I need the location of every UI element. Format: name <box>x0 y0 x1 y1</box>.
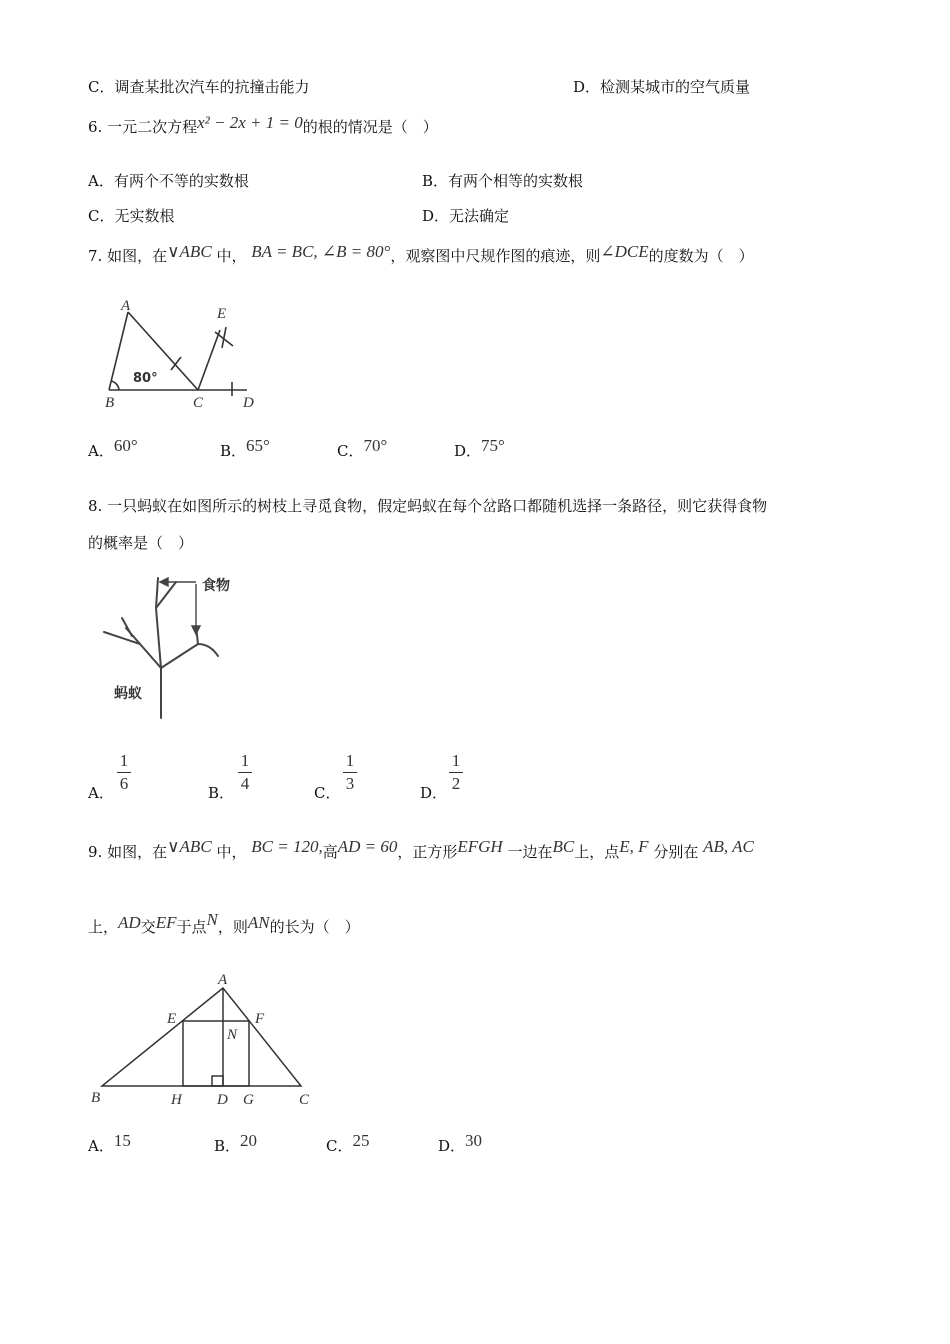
q9-stem-text-k: ，则 <box>217 918 248 936</box>
q7-option-c-label: C． <box>337 442 364 460</box>
q7-option-a-label: A． <box>88 442 114 460</box>
q7-stem-text-c: ，观察图中尺规作图的痕迹，则 <box>390 247 601 265</box>
q7-figure <box>95 290 275 415</box>
q8-branch-right <box>161 644 198 668</box>
q9-label-e: E <box>167 1011 177 1027</box>
q9-number: 9. <box>88 843 103 861</box>
q9-option-c-label: C． <box>326 1137 353 1155</box>
q7-label-a: A <box>121 298 131 314</box>
q9-option-d-value: 30 <box>465 1131 483 1150</box>
q9-ad: AD = 60 <box>337 837 398 856</box>
q7-arc-mark-1 <box>171 357 181 370</box>
q7-option-a-value: 60° <box>113 436 138 455</box>
q9-figure <box>85 968 325 1110</box>
q9-triangle-abc <box>102 988 301 1086</box>
q9-option-b-label: B． <box>214 1137 241 1155</box>
q8-option-d-fraction <box>448 752 464 793</box>
q9-stem-text-f: 上，点 <box>574 843 620 861</box>
q9-label-d: D <box>217 1092 228 1108</box>
q9-square: EFGH <box>457 837 503 856</box>
q9-stem-text-l: 的长为（ ） <box>269 918 360 936</box>
q6-number: 6. <box>88 118 103 136</box>
q9-stem-text-c: 高 <box>322 843 338 861</box>
q9-stem-line-2 <box>88 910 360 937</box>
q7-option-d-value: 75° <box>481 436 505 455</box>
q7-stem <box>88 242 754 266</box>
q9-option-c <box>326 1131 370 1156</box>
q9-label-n: N <box>227 1027 238 1043</box>
q9-right-angle <box>212 1076 223 1086</box>
q8-ant-label: 蚂蚁 <box>114 686 142 702</box>
q8-option-c-fraction <box>342 752 358 793</box>
q9-option-c-value: 25 <box>352 1131 370 1150</box>
q9-ad2: AD <box>118 913 141 932</box>
q7-label-c: C <box>193 395 204 411</box>
q8-branch-main <box>156 608 161 668</box>
q8-stem-text-a: 一只蚂蚁在如图所示的树枝上寻觅食物，假定蚂蚁在每个岔路口都随机选择一条路径，则它获得食物 <box>107 497 768 515</box>
q8-option-c-label: C． <box>314 784 341 802</box>
q7-stem-text-d: 的度数为（ ） <box>648 247 754 265</box>
q8-option-a-label: A． <box>88 784 114 802</box>
q7-option-b-value: 65° <box>246 436 270 455</box>
q9-option-a <box>88 1131 131 1156</box>
q7-stem-text-a: 如图，在 <box>107 247 168 265</box>
q7-line-ce <box>198 330 220 390</box>
q8-option-c-num: 1 <box>345 751 355 770</box>
q8-option-d-den: 2 <box>451 774 461 793</box>
q7-triangle: ∨ABC <box>167 242 212 261</box>
q8-option-a-fraction <box>116 752 132 793</box>
q9-triangle: ∨ABC <box>167 837 212 856</box>
q5-option-d: D．检测某城市的空气质量 <box>573 78 751 96</box>
q9-label-g: G <box>243 1092 254 1108</box>
q9-bc2: BC <box>552 837 575 856</box>
q6-stem-text-a: 一元二次方程 <box>107 118 198 136</box>
q9-option-a-value: 15 <box>113 1131 131 1150</box>
q9-label-f: F <box>255 1011 265 1027</box>
q9-an: AN <box>247 913 270 932</box>
q6-option-d: D．无法确定 <box>422 207 510 225</box>
q8-branch-top-left <box>156 578 158 608</box>
q9-option-d <box>438 1131 483 1156</box>
q9-stem-text-a: 如图，在 <box>107 843 168 861</box>
q6-option-c: C．无实数根 <box>88 207 175 225</box>
q8-figure <box>98 570 258 725</box>
q7-number: 7. <box>88 247 103 265</box>
q7-condition: BA = BC, ∠B = 80° <box>251 242 391 261</box>
q8-option-b-den: 4 <box>240 774 250 793</box>
q9-option-b-value: 20 <box>240 1131 258 1150</box>
q9-label-a: A <box>218 972 228 988</box>
q8-option-d-label: D． <box>420 784 448 802</box>
q9-stem-text-e: 一边在 <box>507 843 553 861</box>
q9-stem-line-1 <box>88 837 754 862</box>
q7-label-b: B <box>105 395 115 411</box>
q9-ef2: EF <box>155 913 177 932</box>
q9-ef: E, F <box>619 837 649 856</box>
q6-stem-text-b: 的根的情况是（ ） <box>302 118 438 136</box>
q8-option-b-num: 1 <box>240 751 250 770</box>
q8-stem-line-1 <box>88 496 767 516</box>
q7-angle-label: 80° <box>133 371 158 386</box>
q9-label-c: C <box>299 1092 310 1108</box>
q7-option-c-value: 70° <box>363 436 388 455</box>
q9-option-a-label: A． <box>88 1137 114 1155</box>
q8-option-c-den: 3 <box>345 774 355 793</box>
q9-abac: AB, AC <box>703 837 754 856</box>
q8-option-b-label: B． <box>208 784 235 802</box>
q7-option-b-label: B． <box>220 442 247 460</box>
q9-stem-text-b: 中， <box>216 843 247 861</box>
q8-arrowhead-2 <box>192 626 200 634</box>
q8-option-a-num: 1 <box>119 751 129 770</box>
q7-angle: ∠DCE <box>600 242 649 261</box>
q8-option-b-fraction <box>237 752 253 793</box>
q6-option-b: B．有两个相等的实数根 <box>422 172 584 190</box>
q8-branch-top-right <box>156 582 176 608</box>
q6-stem <box>88 113 438 137</box>
q7-option-a <box>88 436 138 461</box>
q7-option-d <box>454 436 505 461</box>
q9-label-b: B <box>91 1090 101 1106</box>
q7-line-ba <box>109 312 128 390</box>
q9-n: N <box>206 910 218 929</box>
q9-option-d-label: D． <box>438 1137 466 1155</box>
q8-option-a-den: 6 <box>119 774 129 793</box>
q8-twig-left-2 <box>122 618 132 636</box>
q9-stem-text-j: 于点 <box>176 918 207 936</box>
q9-stem-text-h: 上， <box>88 918 119 936</box>
q9-stem-text-d: ，正方形 <box>397 843 458 861</box>
q5-option-c: C．调查某批次汽车的抗撞击能力 <box>88 78 310 96</box>
q7-option-b <box>220 436 270 461</box>
q6-option-a: A．有两个不等的实数根 <box>88 172 249 190</box>
q8-option-d-num: 1 <box>451 751 461 770</box>
q9-stem-text-i: 交 <box>140 918 156 936</box>
q7-label-d: D <box>243 395 254 411</box>
q7-label-e: E <box>217 306 227 322</box>
q8-food-label: 食物 <box>202 578 230 594</box>
q7-stem-text-b: 中， <box>216 247 247 265</box>
q9-option-b <box>214 1131 258 1156</box>
q7-angle-arc <box>111 381 119 390</box>
q8-number: 8. <box>88 497 103 515</box>
q9-bc: BC = 120, <box>251 837 323 856</box>
q6-equation: x² − 2x + 1 = 0 <box>197 113 303 132</box>
q9-stem-text-g: 分别在 <box>653 843 699 861</box>
q7-option-d-label: D． <box>454 442 482 460</box>
q8-arrowhead-1 <box>160 578 168 586</box>
q8-twig-right-2 <box>198 644 218 656</box>
q9-label-h: H <box>171 1092 182 1108</box>
q7-option-c <box>337 436 388 461</box>
q8-stem-line-2: 的概率是（ ） <box>88 534 194 552</box>
